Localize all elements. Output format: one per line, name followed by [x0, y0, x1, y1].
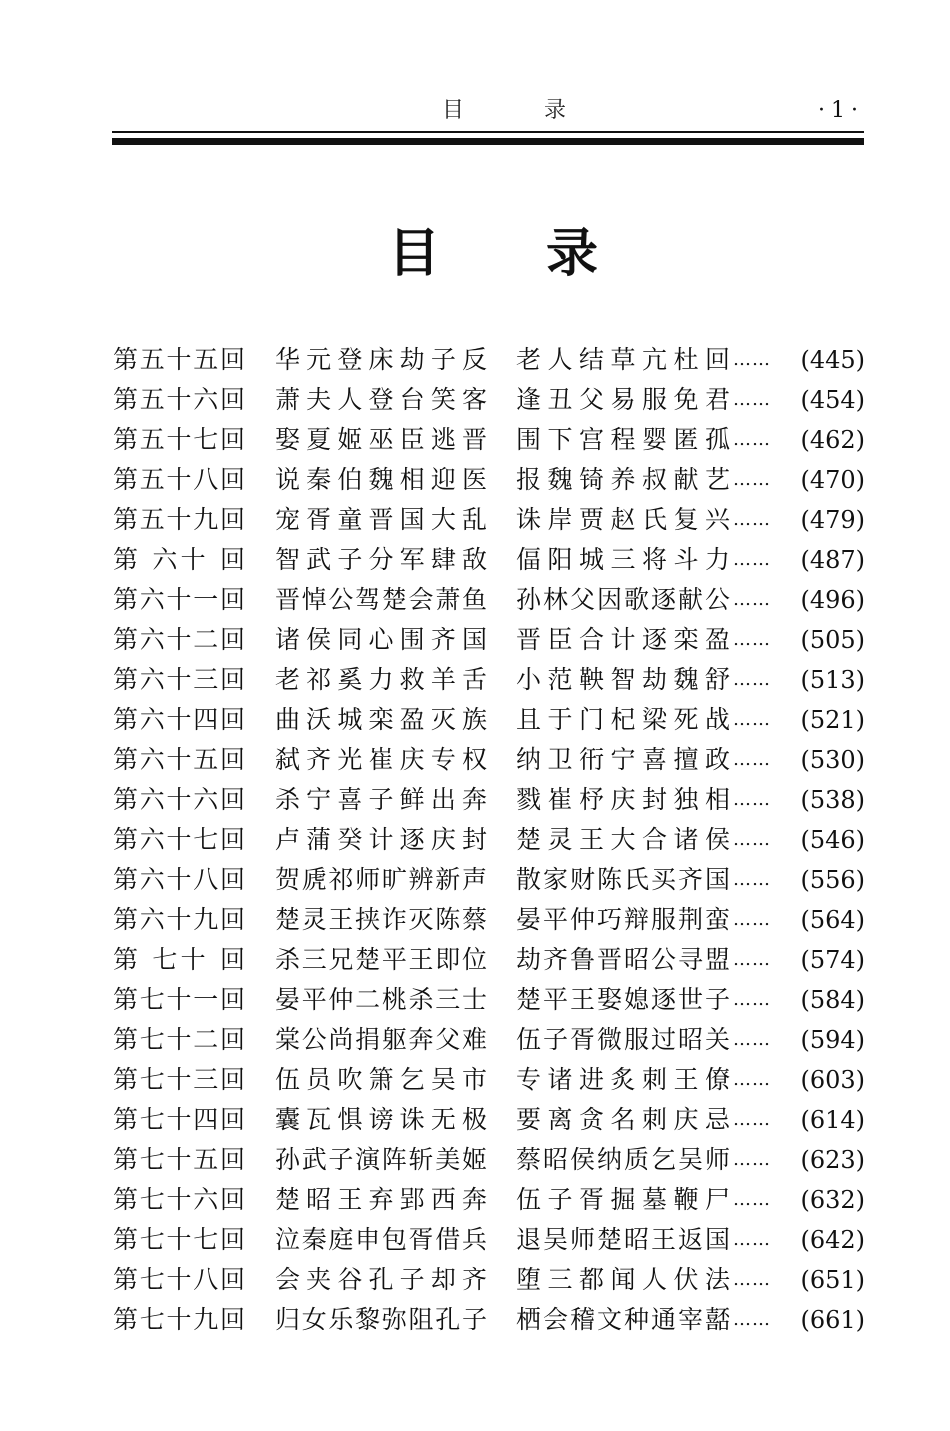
- dot-leader: ……: [733, 789, 771, 810]
- chapter-title-first-line: 娶夏姬巫臣逃晋: [275, 425, 487, 454]
- dot-leader: ……: [733, 949, 771, 970]
- chapter-number: 第五十六回: [113, 385, 245, 414]
- toc-entry: [113, 340, 865, 380]
- page-reference: (614): [800, 1106, 865, 1134]
- chapter-number: 第六十四回: [113, 705, 245, 734]
- toc-entry: [113, 860, 865, 900]
- chapter-title-second-line: 围下宫程婴匿孤: [516, 425, 730, 454]
- chapter-title-first-line: 华元登床劫子反: [275, 345, 487, 374]
- toc-entry: [113, 540, 865, 580]
- chapter-title-first-line: 孙武子演阵斩美姬: [275, 1145, 487, 1174]
- dot-leader: ……: [733, 1029, 771, 1050]
- page-reference: (470): [800, 466, 865, 494]
- chapter-title-first-line: 杀宁喜子鲜出奔: [275, 785, 487, 814]
- toc-entry: [113, 620, 865, 660]
- chapter-number: 第六十一回: [113, 585, 245, 614]
- toc-entry: [113, 700, 865, 740]
- chapter-title-second-line: 且于门杞梁死战: [516, 705, 730, 734]
- chapter-title-second-line: 楚平王娶媳逐世子: [516, 985, 730, 1014]
- chapter-title-first-line: 棠公尚捐躯奔父难: [275, 1025, 487, 1054]
- table-of-contents: [113, 340, 865, 1340]
- page-reference: (462): [800, 426, 865, 454]
- page-reference: (546): [800, 826, 865, 854]
- toc-entry: [113, 1260, 865, 1300]
- page-reference: (538): [800, 786, 865, 814]
- chapter-title-first-line: 泣秦庭申包胥借兵: [275, 1225, 487, 1254]
- toc-entry: [113, 580, 865, 620]
- chapter-number: 第六十八回: [113, 865, 245, 894]
- chapter-title-second-line: 要离贪名刺庆忌: [516, 1105, 730, 1134]
- chapter-title-first-line: 楚昭王弃郢西奔: [275, 1185, 487, 1214]
- chapter-number: 第七十八回: [113, 1265, 245, 1294]
- chapter-title-second-line: 报魏锜养叔献艺: [516, 465, 730, 494]
- page-reference: (594): [800, 1026, 865, 1054]
- chapter-number: 第七十一回: [113, 985, 245, 1014]
- dot-leader: ……: [733, 909, 771, 930]
- chapter-title-first-line: 杀三兄楚平王即位: [275, 945, 487, 974]
- dot-leader: ……: [733, 349, 771, 370]
- page-reference: (651): [800, 1266, 865, 1294]
- running-header: [112, 96, 864, 130]
- dot-leader: ……: [733, 709, 771, 730]
- chapter-title-first-line: 贺虒祁师旷辨新声: [275, 865, 487, 894]
- toc-entry: [113, 1140, 865, 1180]
- chapter-title-first-line: 伍员吹箫乞吴市: [275, 1065, 487, 1094]
- toc-entry: [113, 380, 865, 420]
- chapter-number: 第六十三回: [113, 665, 245, 694]
- chapter-title-second-line: 晏平仲巧辩服荆蛮: [516, 905, 730, 934]
- toc-entry: [113, 980, 865, 1020]
- page-reference: (445): [800, 346, 865, 374]
- dot-leader: ……: [733, 1309, 771, 1330]
- chapter-title-first-line: 晏平仲二桃杀三士: [275, 985, 487, 1014]
- dot-leader: ……: [733, 509, 771, 530]
- chapter-title-second-line: 晋臣合计逐栾盈: [516, 625, 730, 654]
- chapter-title-second-line: 伍子胥微服过昭关: [516, 1025, 730, 1054]
- dot-leader: ……: [733, 1109, 771, 1130]
- chapter-title-second-line: 劫齐鲁晋昭公寻盟: [516, 945, 730, 974]
- chapter-number: 第六十七回: [113, 825, 245, 854]
- chapter-number: 第七十五回: [113, 1145, 245, 1174]
- toc-entry: [113, 780, 865, 820]
- dot-leader: ……: [733, 669, 771, 690]
- chapter-title-second-line: 栖会稽文种通宰嚭: [516, 1305, 730, 1334]
- running-title: 目 录: [442, 98, 566, 123]
- toc-entry: [113, 420, 865, 460]
- chapter-title-second-line: 逢丑父易服免君: [516, 385, 730, 414]
- dot-leader: ……: [733, 869, 771, 890]
- page-reference: (564): [800, 906, 865, 934]
- chapter-title-first-line: 会夹谷孔子却齐: [275, 1265, 487, 1294]
- page-reference: (521): [800, 706, 865, 734]
- dot-leader: ……: [733, 749, 771, 770]
- chapter-title-first-line: 诸侯同心围齐国: [275, 625, 487, 654]
- header-rule-thick: [112, 138, 864, 145]
- chapter-title-second-line: 纳卫衎宁喜擅政: [516, 745, 730, 774]
- page-reference: (505): [800, 626, 865, 654]
- chapter-number: 第七十七回: [113, 1225, 245, 1254]
- chapter-title-second-line: 退吴师楚昭王返国: [516, 1225, 730, 1254]
- chapter-number: 第五十八回: [113, 465, 245, 494]
- chapter-title-first-line: 曲沃城栾盈灭族: [275, 705, 487, 734]
- chapter-title-first-line: 说秦伯魏相迎医: [275, 465, 487, 494]
- page-reference: (496): [800, 586, 865, 614]
- chapter-number: 第五十五回: [113, 345, 245, 374]
- chapter-number: 第七十三回: [113, 1065, 245, 1094]
- chapter-number: 第七十九回: [113, 1305, 245, 1334]
- chapter-number: 第七十六回: [113, 1185, 245, 1214]
- dot-leader: ……: [733, 1149, 771, 1170]
- page-reference: (530): [800, 746, 865, 774]
- toc-entry: [113, 1300, 865, 1340]
- toc-entry: [113, 1180, 865, 1220]
- dot-leader: ……: [733, 989, 771, 1010]
- chapter-title-second-line: 楚灵王大合诸侯: [516, 825, 730, 854]
- page-reference: (661): [800, 1306, 865, 1334]
- dot-leader: ……: [733, 1269, 771, 1290]
- chapter-title-first-line: 老祁奚力救羊舌: [275, 665, 487, 694]
- chapter-title-first-line: 囊瓦惧谤诛无极: [275, 1105, 487, 1134]
- dot-leader: ……: [733, 469, 771, 490]
- dot-leader: ……: [733, 1189, 771, 1210]
- chapter-number: 第六十六回: [113, 785, 245, 814]
- page-reference: (574): [800, 946, 865, 974]
- chapter-number: 第 七十 回: [113, 945, 245, 974]
- toc-entry: [113, 1100, 865, 1140]
- toc-entry: [113, 740, 865, 780]
- page-reference: (479): [800, 506, 865, 534]
- chapter-title-second-line: 诛岸贾赵氏复兴: [516, 505, 730, 534]
- page-reference: (454): [800, 386, 865, 414]
- chapter-title-second-line: 专诸进炙刺王僚: [516, 1065, 730, 1094]
- chapter-title-second-line: 老人结草亢杜回: [516, 345, 730, 374]
- page-reference: (642): [800, 1226, 865, 1254]
- chapter-number: 第六十九回: [113, 905, 245, 934]
- dot-leader: ……: [733, 589, 771, 610]
- chapter-title-second-line: 戮崔杼庆封独相: [516, 785, 730, 814]
- page-reference: (584): [800, 986, 865, 1014]
- toc-entry: [113, 660, 865, 700]
- page-reference: (556): [800, 866, 865, 894]
- chapter-title-first-line: 萧夫人登台笑客: [275, 385, 487, 414]
- toc-entry: [113, 820, 865, 860]
- chapter-number: 第六十二回: [113, 625, 245, 654]
- dot-leader: ……: [733, 549, 771, 570]
- page-number: ·1·: [818, 98, 864, 123]
- toc-entry: [113, 1020, 865, 1060]
- dot-leader: ……: [733, 829, 771, 850]
- page-reference: (513): [800, 666, 865, 694]
- page-reference: (603): [800, 1066, 865, 1094]
- chapter-title-first-line: 卢蒲癸计逐庆封: [275, 825, 487, 854]
- chapter-title-first-line: 归女乐黎弥阻孔子: [275, 1305, 487, 1334]
- chapter-number: 第六十五回: [113, 745, 245, 774]
- chapter-title-second-line: 孙林父因歌逐献公: [516, 585, 730, 614]
- dot-leader: ……: [733, 389, 771, 410]
- dot-leader: ……: [733, 429, 771, 450]
- chapter-number: 第五十九回: [113, 505, 245, 534]
- chapter-number: 第七十二回: [113, 1025, 245, 1054]
- toc-entry: [113, 500, 865, 540]
- chapter-title-second-line: 小范鞅智劫魏舒: [516, 665, 730, 694]
- chapter-number: 第七十四回: [113, 1105, 245, 1134]
- toc-entry: [113, 1220, 865, 1260]
- header-rule-thin: [112, 131, 864, 133]
- chapter-title-second-line: 堕三都闻人伏法: [516, 1265, 730, 1294]
- dot-leader: ……: [733, 1229, 771, 1250]
- chapter-title-second-line: 偪阳城三将斗力: [516, 545, 730, 574]
- chapter-title-first-line: 楚灵王挟诈灭陈蔡: [275, 905, 487, 934]
- chapter-title-first-line: 弑齐光崔庆专权: [275, 745, 487, 774]
- page-reference: (632): [800, 1186, 865, 1214]
- chapter-title-first-line: 智武子分军肆敌: [275, 545, 487, 574]
- dot-leader: ……: [733, 629, 771, 650]
- toc-entry: [113, 1060, 865, 1100]
- chapter-number: 第五十七回: [113, 425, 245, 454]
- toc-entry: [113, 460, 865, 500]
- toc-entry: [113, 900, 865, 940]
- chapter-title-first-line: 晋悼公驾楚会萧鱼: [275, 585, 487, 614]
- page-reference: (623): [800, 1146, 865, 1174]
- chapter-number: 第 六十 回: [113, 545, 245, 574]
- page-reference: (487): [800, 546, 865, 574]
- toc-entry: [113, 940, 865, 980]
- dot-leader: ……: [733, 1069, 771, 1090]
- chapter-title-second-line: 伍子胥掘墓鞭尸: [516, 1185, 730, 1214]
- chapter-title-second-line: 蔡昭侯纳质乞吴师: [516, 1145, 730, 1174]
- page-title: 目 录: [388, 223, 598, 284]
- chapter-title-second-line: 散家财陈氏买齐国: [516, 865, 730, 894]
- chapter-title-first-line: 宠胥童晋国大乱: [275, 505, 487, 534]
